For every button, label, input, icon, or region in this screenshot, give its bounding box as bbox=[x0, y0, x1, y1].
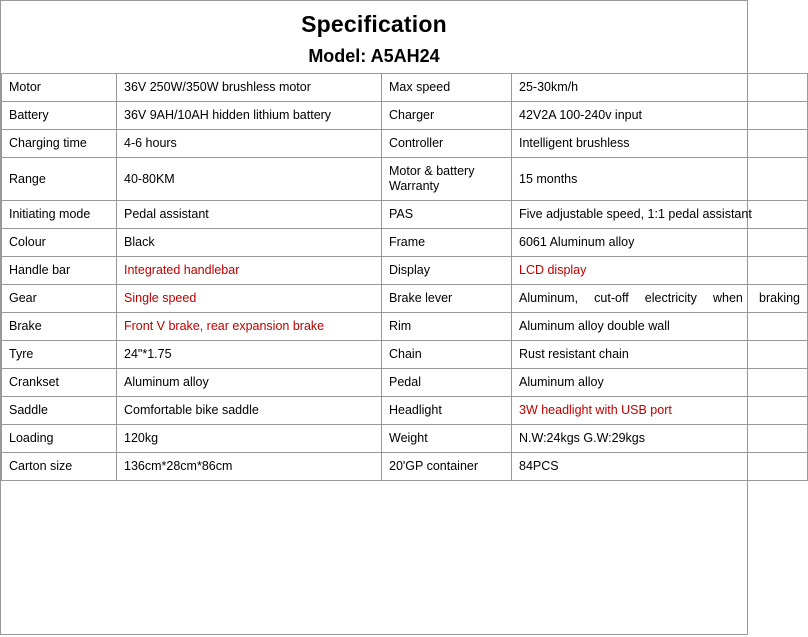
spec-label: Tyre bbox=[2, 341, 117, 369]
spec-label: Saddle bbox=[2, 397, 117, 425]
table-row bbox=[2, 453, 808, 481]
spec-label: Brake bbox=[2, 313, 117, 341]
spec-label: Rim bbox=[382, 313, 512, 341]
spec-value: Aluminum alloy bbox=[512, 369, 808, 397]
spec-label: Frame bbox=[382, 229, 512, 257]
spec-label: Chain bbox=[382, 341, 512, 369]
spec-label: Battery bbox=[2, 102, 117, 130]
table-row bbox=[2, 369, 808, 397]
spec-value: Single speed bbox=[117, 285, 382, 313]
spec-value: 3W headlight with USB port bbox=[512, 397, 808, 425]
spec-label: Brake lever bbox=[382, 285, 512, 313]
spec-value: Pedal assistant bbox=[117, 201, 382, 229]
spec-value: Black bbox=[117, 229, 382, 257]
title-block bbox=[1, 1, 747, 70]
spec-value: Integrated handlebar bbox=[117, 257, 382, 285]
spec-value: 84PCS bbox=[512, 453, 808, 481]
spec-label: Handle bar bbox=[2, 257, 117, 285]
spec-value: 36V 9AH/10AH hidden lithium battery bbox=[117, 102, 382, 130]
model-subtitle: Model: A5AH24 bbox=[308, 46, 440, 66]
spec-label: Pedal bbox=[382, 369, 512, 397]
spec-value: 15 months bbox=[512, 158, 808, 201]
specification-table-body bbox=[2, 74, 808, 481]
table-row bbox=[2, 313, 808, 341]
spec-value: 25-30km/h bbox=[512, 74, 808, 102]
spec-value: Comfortable bike saddle bbox=[117, 397, 382, 425]
spec-value: 24"*1.75 bbox=[117, 341, 382, 369]
spec-label: Headlight bbox=[382, 397, 512, 425]
spec-label: Carton size bbox=[2, 453, 117, 481]
spec-label: Controller bbox=[382, 130, 512, 158]
spec-value: Front V brake, rear expansion brake bbox=[117, 313, 382, 341]
table-row bbox=[2, 229, 808, 257]
table-row bbox=[2, 425, 808, 453]
spec-value: 4-6 hours bbox=[117, 130, 382, 158]
spec-label: Crankset bbox=[2, 369, 117, 397]
spec-label: Weight bbox=[382, 425, 512, 453]
spec-value: 6061 Aluminum alloy bbox=[512, 229, 808, 257]
spec-label: Loading bbox=[2, 425, 117, 453]
specification-table bbox=[1, 73, 808, 481]
spec-value: Intelligent brushless bbox=[512, 130, 808, 158]
table-row bbox=[2, 397, 808, 425]
spec-value: N.W:24kgs G.W:29kgs bbox=[512, 425, 808, 453]
spec-value: 136cm*28cm*86cm bbox=[117, 453, 382, 481]
spec-label: Motor bbox=[2, 74, 117, 102]
table-row bbox=[2, 158, 808, 201]
table-row bbox=[2, 102, 808, 130]
page-title: Specification bbox=[301, 11, 447, 37]
table-row bbox=[2, 130, 808, 158]
spec-label: Range bbox=[2, 158, 117, 201]
spec-value: Aluminum, cut-off electricity when braking bbox=[512, 285, 808, 313]
spec-value: Rust resistant chain bbox=[512, 341, 808, 369]
spec-value: Aluminum alloy double wall bbox=[512, 313, 808, 341]
table-row bbox=[2, 341, 808, 369]
spec-value: Five adjustable speed, 1:1 pedal assistant bbox=[512, 201, 808, 229]
spec-label: Max speed bbox=[382, 74, 512, 102]
spec-value: Aluminum alloy bbox=[117, 369, 382, 397]
spec-value: 42V2A 100-240v input bbox=[512, 102, 808, 130]
spec-label: Display bbox=[382, 257, 512, 285]
spec-label: Initiating mode bbox=[2, 201, 117, 229]
spec-label: Gear bbox=[2, 285, 117, 313]
spec-label: Charging time bbox=[2, 130, 117, 158]
spec-label: Charger bbox=[382, 102, 512, 130]
table-row bbox=[2, 285, 808, 313]
spec-value: 120kg bbox=[117, 425, 382, 453]
table-row bbox=[2, 201, 808, 229]
spec-label: Motor & battery Warranty bbox=[382, 158, 512, 201]
table-row bbox=[2, 257, 808, 285]
spec-label: 20'GP container bbox=[382, 453, 512, 481]
spec-label: Colour bbox=[2, 229, 117, 257]
spec-value: 40-80KM bbox=[117, 158, 382, 201]
spec-value: LCD display bbox=[512, 257, 808, 285]
table-row bbox=[2, 74, 808, 102]
spec-value: 36V 250W/350W brushless motor bbox=[117, 74, 382, 102]
spec-label: PAS bbox=[382, 201, 512, 229]
